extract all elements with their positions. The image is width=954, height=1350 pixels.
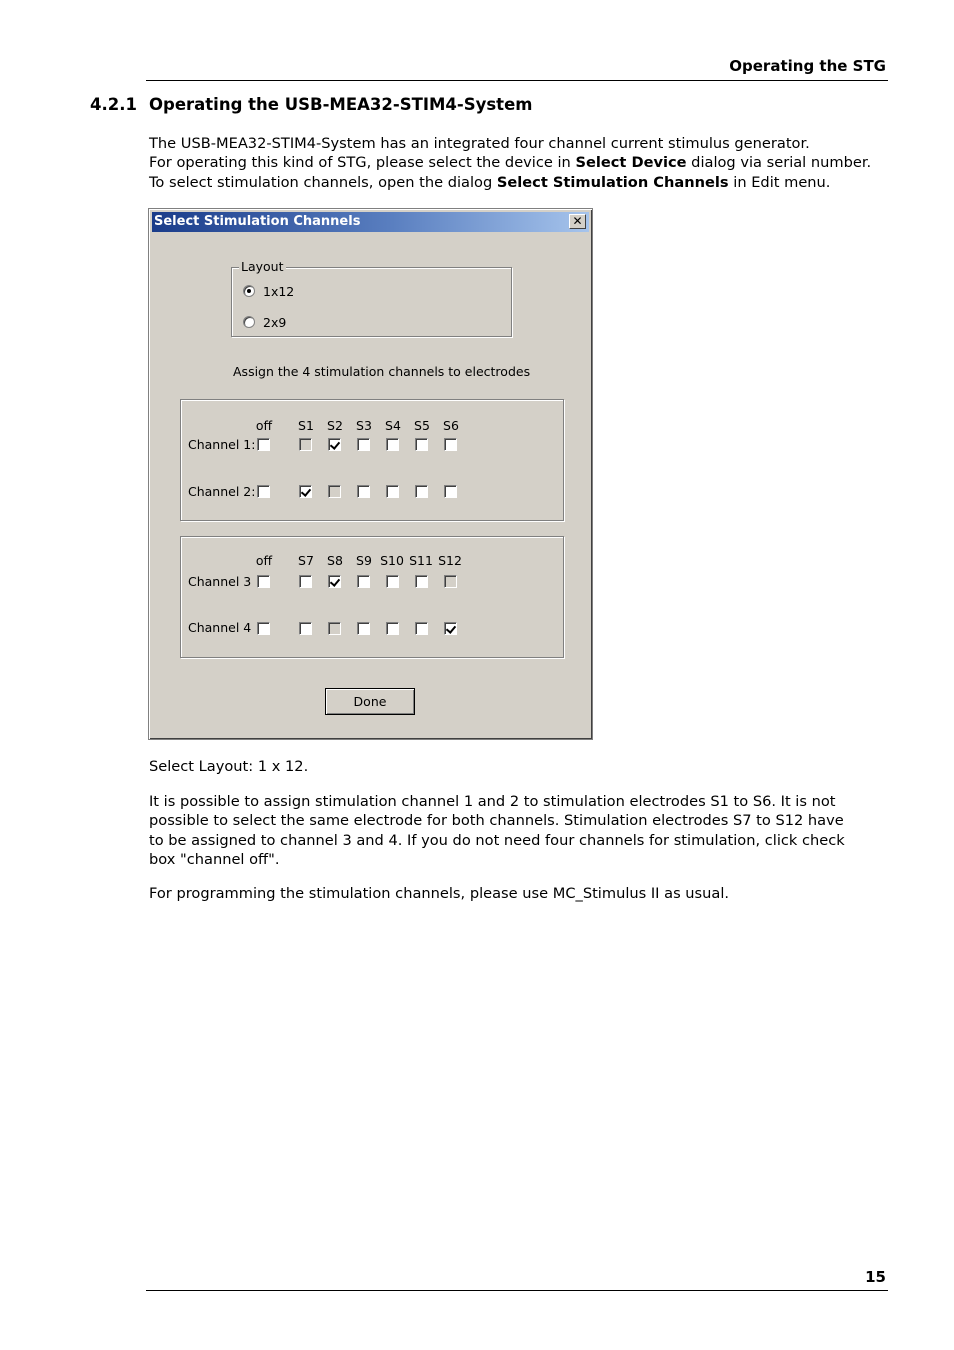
footer-rule <box>146 1290 888 1291</box>
column-header: S7 <box>298 553 314 568</box>
programming-paragraph: For programming the stimulation channels, please use MC_Stimulus II as usual. <box>149 885 730 902</box>
page-number: 15 <box>865 1268 886 1286</box>
column-header: S1 <box>298 418 314 433</box>
dialog-titlebar <box>152 212 589 232</box>
select-stimulation-channels-dialog <box>148 208 593 740</box>
layout-legend: Layout <box>241 259 284 274</box>
select-layout-note: Select Layout: 1 x 12. <box>149 758 309 775</box>
column-header: off <box>255 553 273 568</box>
channel-3-s12-checkbox[interactable] <box>444 575 457 588</box>
assign-instruction: Assign the 4 stimulation channels to electrodes <box>233 364 531 379</box>
column-header: S6 <box>443 418 459 433</box>
select-stimulation-channels-term: Select Stimulation Channels <box>496 173 729 191</box>
intro-line-1: The USB-MEA32-STIM4-System has an integrated four channel current stimulus generator. <box>149 135 810 152</box>
assignment-line: It is possible to assign stimulation channel 1 and 2 to stimulation electrodes S1 to S6. It is not <box>149 793 836 810</box>
column-header: S10 <box>380 553 404 568</box>
assignment-line: possible to select the same electrode for both channels. Stimulation electrodes S7 to S12 have <box>149 812 844 830</box>
select-device-term: Select Device <box>575 154 687 172</box>
layout-option-label: 1x12 <box>263 284 295 299</box>
layout-radio-1x12[interactable] <box>243 285 255 297</box>
channel-4-s10-checkbox[interactable] <box>386 622 399 635</box>
layout-radio-2x9[interactable] <box>243 316 255 328</box>
channel-1-s5-checkbox[interactable] <box>415 438 428 451</box>
header-rule <box>146 80 888 81</box>
column-header: off <box>255 418 273 433</box>
channel-label: Channel 4 <box>188 620 252 635</box>
layout-groupbox <box>231 259 512 337</box>
column-header: S2 <box>327 418 343 433</box>
channel-3-off-checkbox[interactable] <box>257 575 270 588</box>
intro-line-3: To select stimulation channels, open the dialog Select Stimulation Channels in Edit menu. <box>149 173 831 191</box>
channel-4-s12-checkbox[interactable] <box>444 622 457 635</box>
channel-1-off-checkbox[interactable] <box>257 438 270 451</box>
column-header: S5 <box>414 418 430 433</box>
channel-4-s9-checkbox[interactable] <box>357 622 370 635</box>
channel-3-s7-checkbox[interactable] <box>299 575 312 588</box>
layout-option-label: 2x9 <box>263 315 287 330</box>
running-header: Operating the STG <box>729 57 886 75</box>
channel-1-s4-checkbox[interactable] <box>386 438 399 451</box>
channel-3-s11-checkbox[interactable] <box>415 575 428 588</box>
channel-label: Channel 1: <box>188 437 256 452</box>
column-header: S9 <box>356 553 372 568</box>
dialog-title: Select Stimulation Channels <box>154 214 361 229</box>
done-button[interactable]: Done <box>325 688 415 715</box>
channel-2-s5-checkbox[interactable] <box>415 485 428 498</box>
section-number: 4.2.1 <box>90 95 137 114</box>
column-header: S4 <box>385 418 401 433</box>
assignment-line: to be assigned to channel 3 and 4. If you do not need four channels for stimulation, click check <box>149 831 845 849</box>
channel-1-s6-checkbox[interactable] <box>444 438 457 451</box>
close-button[interactable] <box>569 214 586 229</box>
channel-4-off-checkbox[interactable] <box>257 622 270 635</box>
assignment-line: box "channel off". <box>149 850 280 868</box>
channel-2-s4-checkbox[interactable] <box>386 485 399 498</box>
channel-1-s1-checkbox[interactable] <box>299 438 312 451</box>
channel-1-s3-checkbox[interactable] <box>357 438 370 451</box>
channel-label: Channel 3 <box>188 574 252 589</box>
channel-group-3-4 <box>180 536 564 658</box>
channel-2-s2-checkbox[interactable] <box>328 485 341 498</box>
channel-3-s8-checkbox[interactable] <box>328 575 341 588</box>
section-title: Operating the USB-MEA32-STIM4-System <box>149 95 533 114</box>
channel-3-s10-checkbox[interactable] <box>386 575 399 588</box>
column-header: S3 <box>356 418 372 433</box>
channel-2-s6-checkbox[interactable] <box>444 485 457 498</box>
channel-1-s2-checkbox[interactable] <box>328 438 341 451</box>
channel-2-off-checkbox[interactable] <box>257 485 270 498</box>
close-icon: ✕ <box>572 214 583 228</box>
channel-group-1-2 <box>180 399 564 521</box>
column-header: S12 <box>438 553 462 568</box>
intro-line-2: For operating this kind of STG, please select the device in Select Device dialog via serial number. <box>149 154 872 172</box>
intro-paragraph <box>149 134 889 192</box>
column-header: S11 <box>409 553 433 568</box>
channel-2-s1-checkbox[interactable] <box>299 485 312 498</box>
channel-2-s3-checkbox[interactable] <box>357 485 370 498</box>
column-header: S8 <box>327 553 343 568</box>
channel-4-s11-checkbox[interactable] <box>415 622 428 635</box>
assignment-paragraph <box>149 792 889 869</box>
channel-4-s7-checkbox[interactable] <box>299 622 312 635</box>
channel-4-s8-checkbox[interactable] <box>328 622 341 635</box>
channel-label: Channel 2: <box>188 484 256 499</box>
channel-3-s9-checkbox[interactable] <box>357 575 370 588</box>
